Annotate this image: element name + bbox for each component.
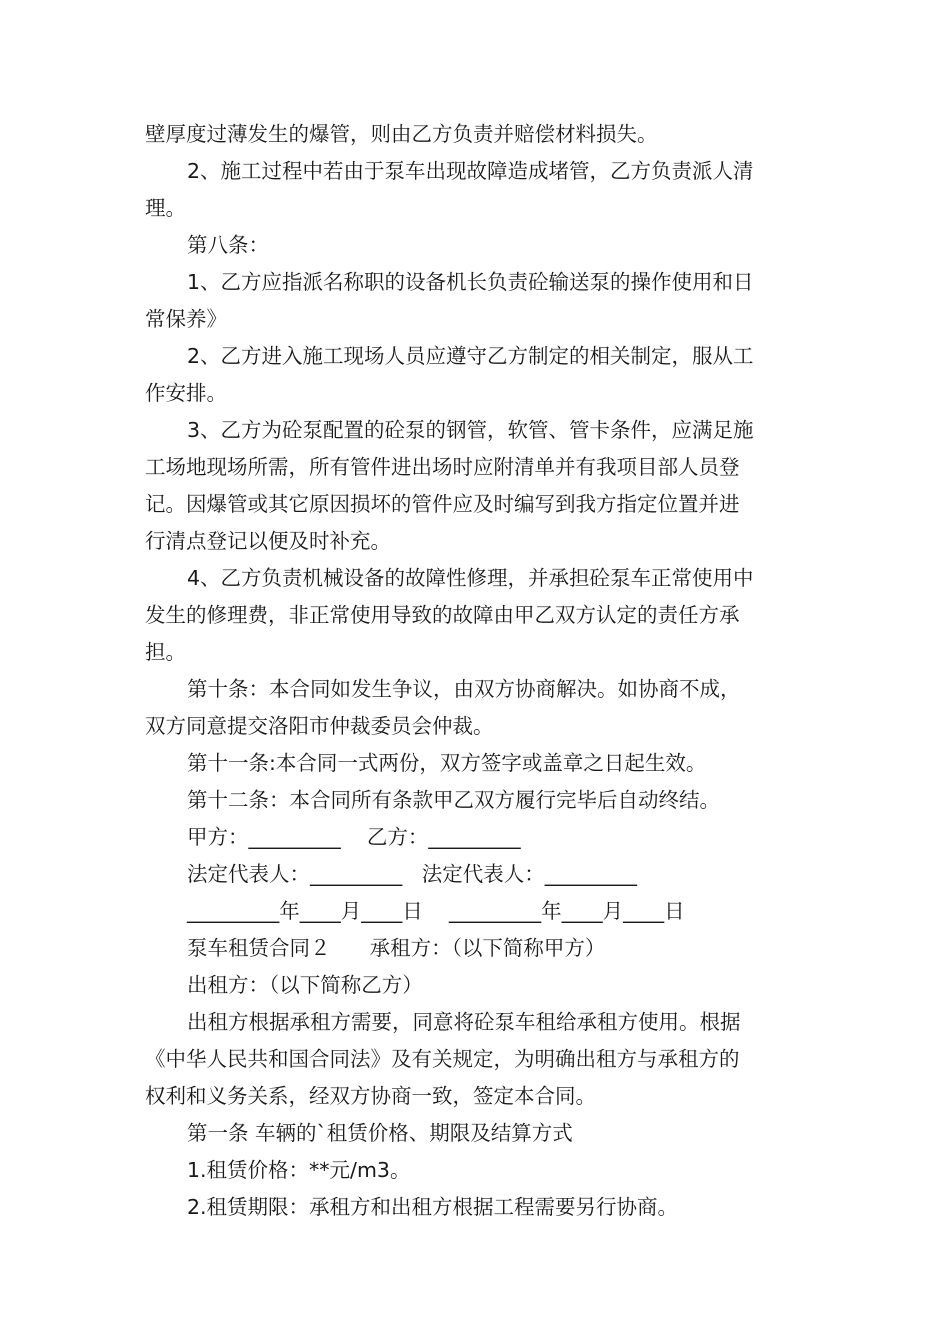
signature-date-line: _________年____月____日 _________年____月____日 — [187, 899, 685, 923]
text-line: 壁厚度过薄发生的爆管，则由乙方负责并赔偿材料损失。 — [145, 122, 658, 146]
text-line: 《中华人民共和国合同法》及有关规定，为明确出租方与承租方的 — [145, 1047, 740, 1071]
text-line: 3、乙方为砼泵配置的砼泵的钢管，软管、管卡条件，应满足施 — [187, 418, 754, 442]
text-line: 行清点登记以便及时补充。 — [145, 529, 391, 553]
text-line: 担。 — [145, 640, 186, 664]
text-line: 双方同意提交洛阳市仲裁委员会仲裁。 — [145, 714, 494, 738]
paragraph-contract-2-intro — [145, 1004, 810, 1115]
rental-period-line — [145, 1189, 810, 1226]
lessor-line: 出租方：（以下简称乙方） — [187, 973, 423, 997]
text-line: 1、乙方应指派名称职的设备机长负责砼输送泵的操作使用和日 — [187, 270, 754, 294]
text-line: 常保养》 — [145, 307, 227, 331]
text-line: 出租方根据承租方需要，同意将砼泵车租给承租方使用。根据 — [187, 1010, 741, 1034]
text-line: 第十一条:本合同一式两份，双方签字或盖章之日起生效。 — [187, 751, 707, 775]
text-line: 2、施工过程中若由于泵车出现故障造成堵管，乙方负责派人清 — [187, 159, 754, 183]
paragraph-article-8-item-4 — [145, 560, 810, 671]
paragraph-article-11 — [145, 745, 810, 782]
text-line: 4、乙方负责机械设备的故障性修理，并承担砼泵车正常使用中 — [187, 566, 754, 590]
text-line: 作安排。 — [145, 381, 227, 405]
text-line: 第八条： — [187, 233, 269, 257]
document-body — [145, 116, 810, 1226]
paragraph-article-12 — [145, 782, 810, 819]
signature-parties-line: 甲方：_________ 乙方：_________ — [187, 825, 521, 849]
contract-2-title-line: 泵车租赁合同２ 承租方：（以下简称甲方） — [187, 936, 606, 960]
text-line: 2、乙方进入施工现场人员应遵守乙方制定的相关制定，服从工 — [187, 344, 754, 368]
text-line: 发生的修理费，非正常使用导致的故障由甲乙双方认定的责任方承 — [145, 603, 740, 627]
text-line: 理。 — [145, 196, 186, 220]
text-line: 工场地现场所需，所有管件进出场时应附清单并有我项目部人员登 — [145, 455, 740, 479]
paragraph-continuation — [145, 116, 810, 153]
signature-representatives-line: 法定代表人：_________ 法定代表人：_________ — [187, 862, 638, 886]
text-line: 第十条：本合同如发生争议，由双方协商解决。如协商不成， — [187, 677, 741, 701]
paragraph-clause-2 — [145, 153, 810, 227]
paragraph-article-8-item-3 — [145, 412, 810, 560]
text-line: 记。因爆管或其它原因损坏的管件应及时编写到我方指定位置并进 — [145, 492, 740, 516]
text-line: 1.租赁价格：**元/m3。 — [187, 1158, 411, 1182]
rental-price-line — [145, 1152, 810, 1189]
text-line: 第十二条：本合同所有条款甲乙双方履行完毕后自动终结。 — [187, 788, 720, 812]
paragraph-article-8-item-2 — [145, 338, 810, 412]
text-line: 第一条 车辆的`租赁价格、期限及结算方式 — [187, 1121, 573, 1145]
article-1-heading — [145, 1115, 810, 1152]
text-line: 权利和义务关系，经双方协商一致，签定本合同。 — [145, 1084, 596, 1108]
paragraph-article-10 — [145, 671, 810, 745]
paragraph-article-8-item-1 — [145, 264, 810, 338]
text-line: 2.租赁期限：承租方和出租方根据工程需要另行协商。 — [187, 1195, 679, 1219]
article-8-heading — [145, 227, 810, 264]
